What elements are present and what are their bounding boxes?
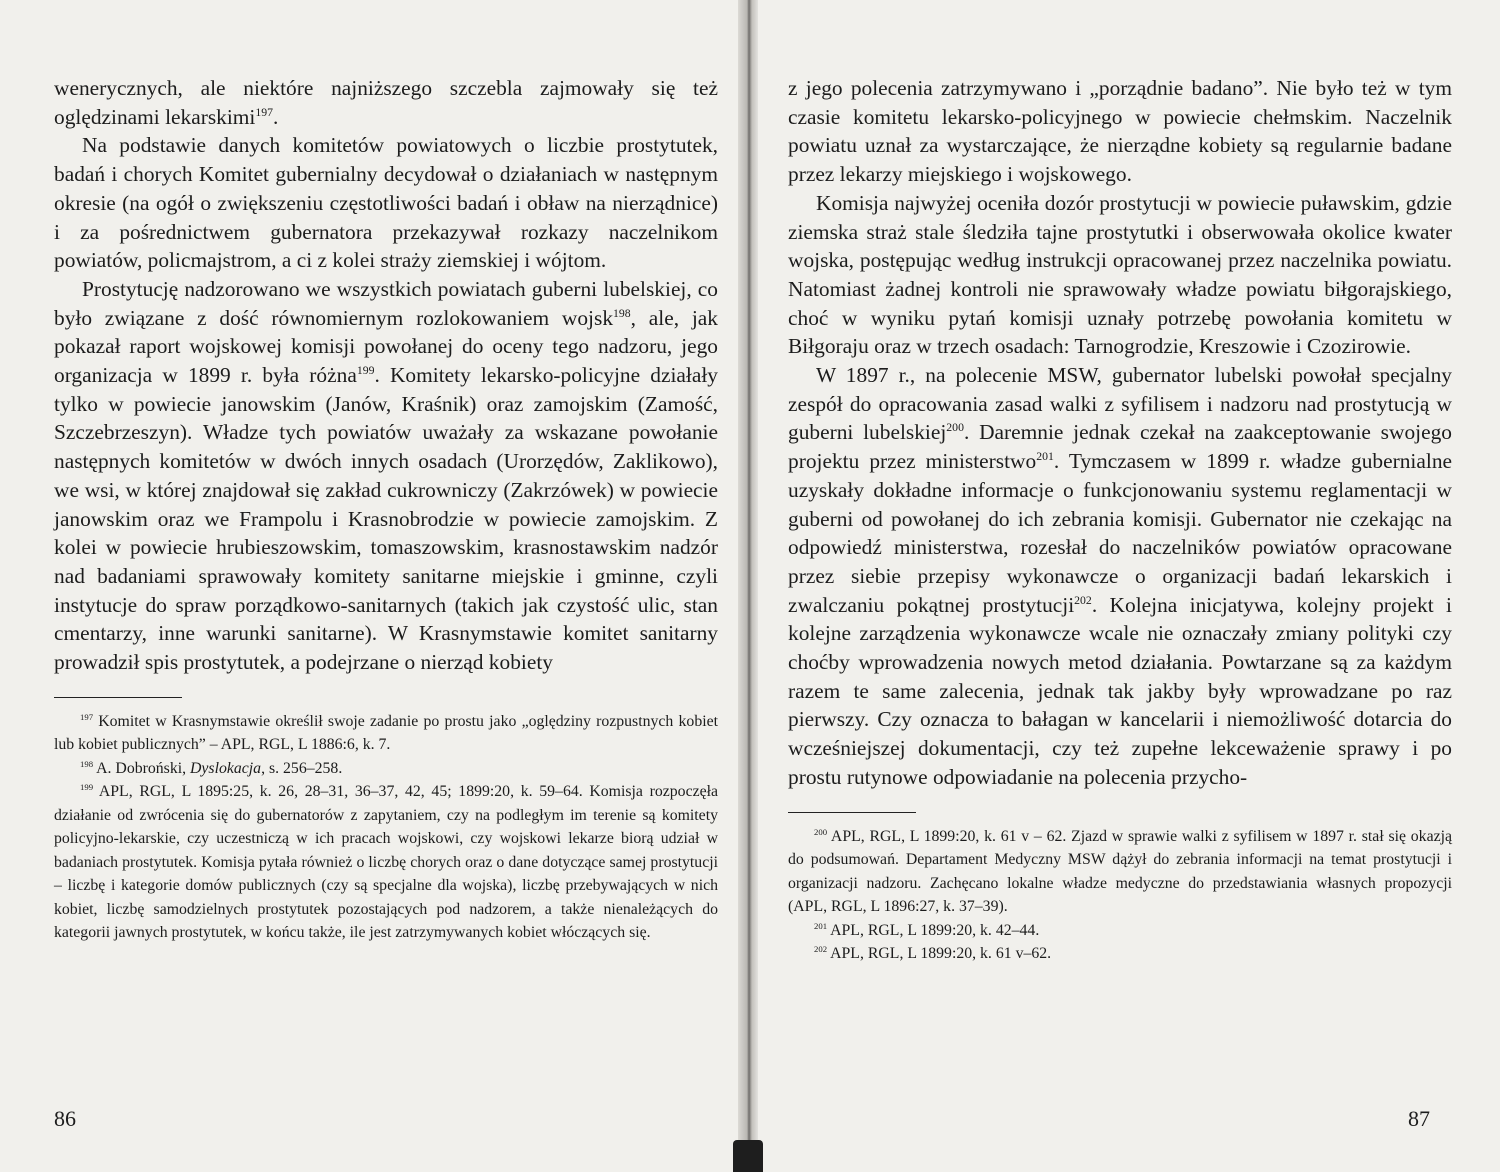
left-footnotes: [54, 710, 718, 945]
footnote-ref: 199: [356, 363, 375, 377]
paragraph: Prostytucję nadzorowano we wszystkich powiatach guberni lubelskiej, co było związane z dość równomiernym rozlokowaniem wojsk$^{198}$, ale, jak pokazał raport wojskowej komisji powołanej do oceny tego nadzoru, jego organizacja w 1899 r. była różna$^{199}$. Komitety lekarsko-policyjne działały tylko w powiecie janowskim (Janów, Kraśnik) oraz zamojskim (Zamość, Szczebrzeszyn). Władze tych powiatów uważały za wskazane powołanie następnych komitetów w dwóch innych osadach (Urorzędów, Zaklikowo), we wsi, w której znajdował się zakład cukrowniczy (Zakrzówek) w powiecie janowskim oraz we Frampolu i Krasnobrodzie w powiecie zamojskim. Z kolei w powiecie hrubieszowskim, tomaszowskim, krasnostawskim nadzór nad badaniami sprawowały komitety sanitarne miejskie i gminne, czyli instytucje do spraw porządkowo-sanitarnych (takich jak czystość ulic, stan cmentarzy, inne warunki sanitarne). W Krasnymstawie komitet sanitarny prowadził spis prostytutek, a podejrzane o nierząd kobiety: [54, 276, 718, 675]
left-body-text: [54, 74, 718, 677]
footnote-ref: 200: [946, 421, 964, 435]
footnote-ref: 201: [1036, 449, 1054, 463]
right-page: [748, 0, 1500, 1172]
footnote: $^{197}$ Komitet w Krasnymstawie określił swoje zadanie po prostu jako „oględziny rozpustnych kobiet lub kobiet publicznych” – APL, RGL, L 1886:6, k. 7.: [54, 711, 719, 754]
book-gutter: [738, 0, 758, 1172]
right-footnotes: [788, 825, 1452, 966]
footnote: $^{200}$ APL, RGL, L 1899:20, k. 61 v – 62. Zjazd w sprawie walki z syfilisem w 1897 r. stał się okazją do podsumowań. Departament Medyczny MSW dążył do zebrania informacji na temat prostytucji i organizacji nadzoru. Zachęcano lokalne władze medyczne do przedstawiania własnych propozycji (APL, RGL, L 1896:27, k. 37–39).: [788, 826, 1452, 916]
paragraph: Na podstawie danych komitetów powiatowych o liczbie prostytutek, badań i chorych Komitet gubernialny decydował o działaniach w następnym okresie (na ogół o zwiększeniu częstotliwości badań i obław na nierządnice) i za pośrednictwem gubernatora przekazywał rozkazy naczelnikom powiatów, policmajstrom, a ci z kolei straży ziemskiej i wójtom.: [54, 133, 718, 273]
footnote-ref: 197: [255, 105, 274, 119]
page-number: 87: [1408, 1106, 1430, 1131]
footnote: $^{201}$ APL, RGL, L 1899:20, k. 42–44.: [814, 920, 1040, 939]
footnote-ref: 198: [613, 306, 631, 320]
paragraph: Komisja najwyżej oceniła dozór prostytucji w powiecie puławskim, gdzie ziemska straż stale śledziła tajne prostytutki i obserwowała okolice kwater wojska, postępując według instrukcji opracowanej przez naczelnika powiatu. Natomiast żadnej kontroli nie sprawowały władze powiatu biłgorajskiego, choć w wyniku pytań komisji uznały potrzebę powołania komitetu w Biłgoraju oraz w trzech osadach: Tarnogrodzie, Kreszowie i Czozirowie.: [788, 190, 1452, 359]
footnote: $^{199}$ APL, RGL, L 1895:25, k. 26, 28–31, 36–37, 42, 45; 1899:20, k. 59–64. Komisja rozpoczęła działanie od zwrócenia się do gubernatorów z zapytaniem, czy na podległym im terenie są komitety policyjno-lekarskie, czy uczestniczą w ich pracach wojskowi, czy wojskowi lekarze biorą udział w badaniach prostytutek. Komisja pytała również o liczbę chorych oraz o dane dotyczące samej prostytucji – liczbę i kategorie domów publicznych (czy są specjalne dla wojska), liczbę przebywających w nich kobiet, liczbę samodzielnych prostytutek pozostających pod nadzorem, a także nienależących do kategorii jawnych prostytutek, w końcu także, ile jest zatrzymywanych kobiet włóczących się.: [54, 782, 719, 942]
page-number: 86: [54, 1106, 76, 1131]
footnote: $^{202}$ APL, RGL, L 1899:20, k. 61 v–62.: [814, 944, 1052, 963]
footnote: $^{198}$ A. Dobroński, Dyslokacja, s. 256–258.: [80, 758, 343, 777]
footnote-ref: 202: [1074, 593, 1092, 607]
footnote-separator: [788, 812, 916, 813]
right-body-text: [788, 74, 1452, 792]
footnote-separator: [54, 697, 182, 698]
paragraph: z jego polecenia zatrzymywano i „porządnie badano”. Nie było też w tym czasie komitetu lekarsko-policyjnego w powiecie chełmskim. Naczelnik powiatu uznał za wystarczające, że nierządne kobiety są regularnie badane przez lekarzy miejskiego i wojskowego.: [788, 76, 1452, 187]
book-spine: [733, 1140, 763, 1172]
left-page: [0, 0, 748, 1172]
paragraph: W 1897 r., na polecenie MSW, gubernator lubelski powołał specjalny zespół do opracowania zasad walki z syfilisem i nadzoru nad prostytucją w guberni lubelskiej$^{200}$. Daremnie jednak czekał na zaakceptowanie swojego projektu przez ministerstwo$^{201}$. Tymczasem w 1899 r. władze gubernialne uzyskały dokładne informacje o funkcjonowaniu systemu reglamentacji w guberni od powołanej do ich zebrania komisji. Gubernator nie czekając na odpowiedź ministerstwa, rozesłał do naczelników powiatów opracowane przez siebie przepisy wykonawcze o organizacji badań lekarskich i zwalczaniu pokątnej prostytucji$^{202}$. Kolejna inicjatywa, kolejny projekt i kolejne zarządzenia wykonawcze wcale nie oznaczały zmiany polityki czy choćby wprowadzenia nowych metod działania. Powtarzane są za każdym razem te same zalecenia, jednak tak jakby były wprowadzane po raz pierwszy. Czy oznacza to bałagan w kancelarii i niemożliwość dotarcia do wcześniejszej dokumentacji, czy też zupełne lekceważenie sprawy i po prostu rutynowe odpowiadanie na polecenia przycho-: [788, 363, 1453, 789]
paragraph: wenerycznych, ale niektóre najniższego szczebla zajmowały się też oględzinami lekarskimi$^{197}$.: [54, 76, 718, 129]
